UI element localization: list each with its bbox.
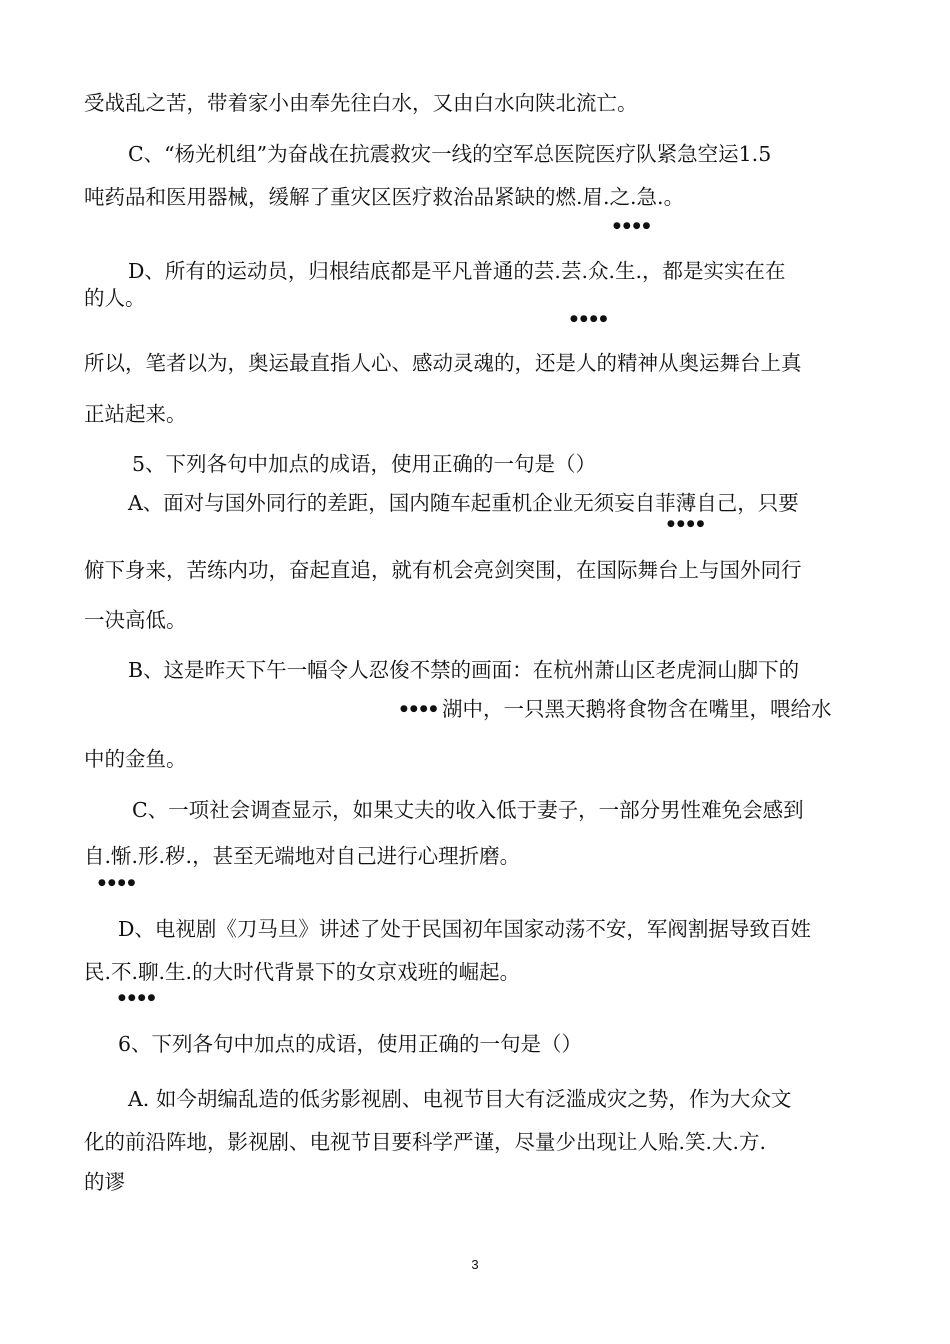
text-line: 自.惭.形.秽.，甚至无端地对自己进行心理折磨。	[84, 844, 521, 868]
text-line: 受战乱之苦，带着家小由奉先往白水，又由白水向陕北流亡。	[84, 91, 638, 115]
text-line: 湖中，一只黑天鹅将食物含在嘴里，喂给水	[442, 697, 832, 721]
emphasis-dots: ●●●●	[667, 519, 707, 529]
option-c-line: C、“杨光机组”为奋战在抗震救灾一线的空军总医院医疗队紧急空运1.5	[128, 142, 772, 166]
question-5-title: 5、下列各句中加点的成语，使用正确的一句是（）	[132, 452, 597, 476]
emphasis-dots: ●●●●	[570, 314, 610, 324]
option-a-line: A. 如今胡编乱造的低劣影视剧、电视节目大有泛滥成灾之势，作为大众文	[128, 1087, 792, 1111]
text-line: 民.不.聊.生.的大时代背景下的女京戏班的崛起。	[84, 960, 521, 984]
option-d-line: D、电视剧《刀马旦》讲述了处于民国初年国家动荡不安，军阀割据导致百姓	[118, 917, 811, 941]
text-line: 俯下身来，苦练内功，奋起直追，就有机会亮剑突围，在国际舞台上与国外同行	[84, 558, 802, 582]
option-b-line: B、这是昨天下午一幅令人忍俊不禁的画面：在杭州萧山区老虎洞山脚下的	[128, 658, 800, 682]
emphasis-dots: ●●●●	[400, 704, 440, 714]
text-line: 正站起来。	[84, 402, 187, 426]
text-line: 中的金鱼。	[84, 747, 187, 771]
option-c-line: C、一项社会调查显示，如果丈夫的收入低于妻子，一部分男性难免会感到	[132, 798, 804, 822]
emphasis-dots: ●●●●	[118, 993, 158, 1003]
option-d-line: D、所有的运动员，归根结底都是平凡普通的芸.芸.众.生.，都是实实在在	[128, 259, 786, 283]
text-line: 一决高低。	[84, 608, 187, 632]
text-line: 吨药品和医用器械，缓解了重灾区医疗救治品紧缺的燃.眉.之.急.。	[84, 185, 685, 209]
page-number: 3	[471, 1257, 479, 1272]
question-6-title: 6、下列各句中加点的成语，使用正确的一句是（）	[118, 1032, 583, 1056]
text-line: 所以，笔者以为，奥运最直指人心、感动灵魂的，还是人的精神从奥运舞台上真	[84, 351, 802, 375]
option-a-line: A、面对与国外同行的差距，国内随车起重机企业无须妄自菲薄自己，只要	[128, 491, 799, 515]
text-line: 的人。	[84, 286, 146, 310]
text-line: 化的前沿阵地，影视剧、电视节目要科学严谨，尽量少出现让人贻.笑.大.方.	[84, 1130, 767, 1154]
emphasis-dots: ●●●●	[613, 221, 653, 231]
text-line: 的谬	[84, 1170, 125, 1194]
emphasis-dots: ●●●●	[98, 878, 138, 888]
